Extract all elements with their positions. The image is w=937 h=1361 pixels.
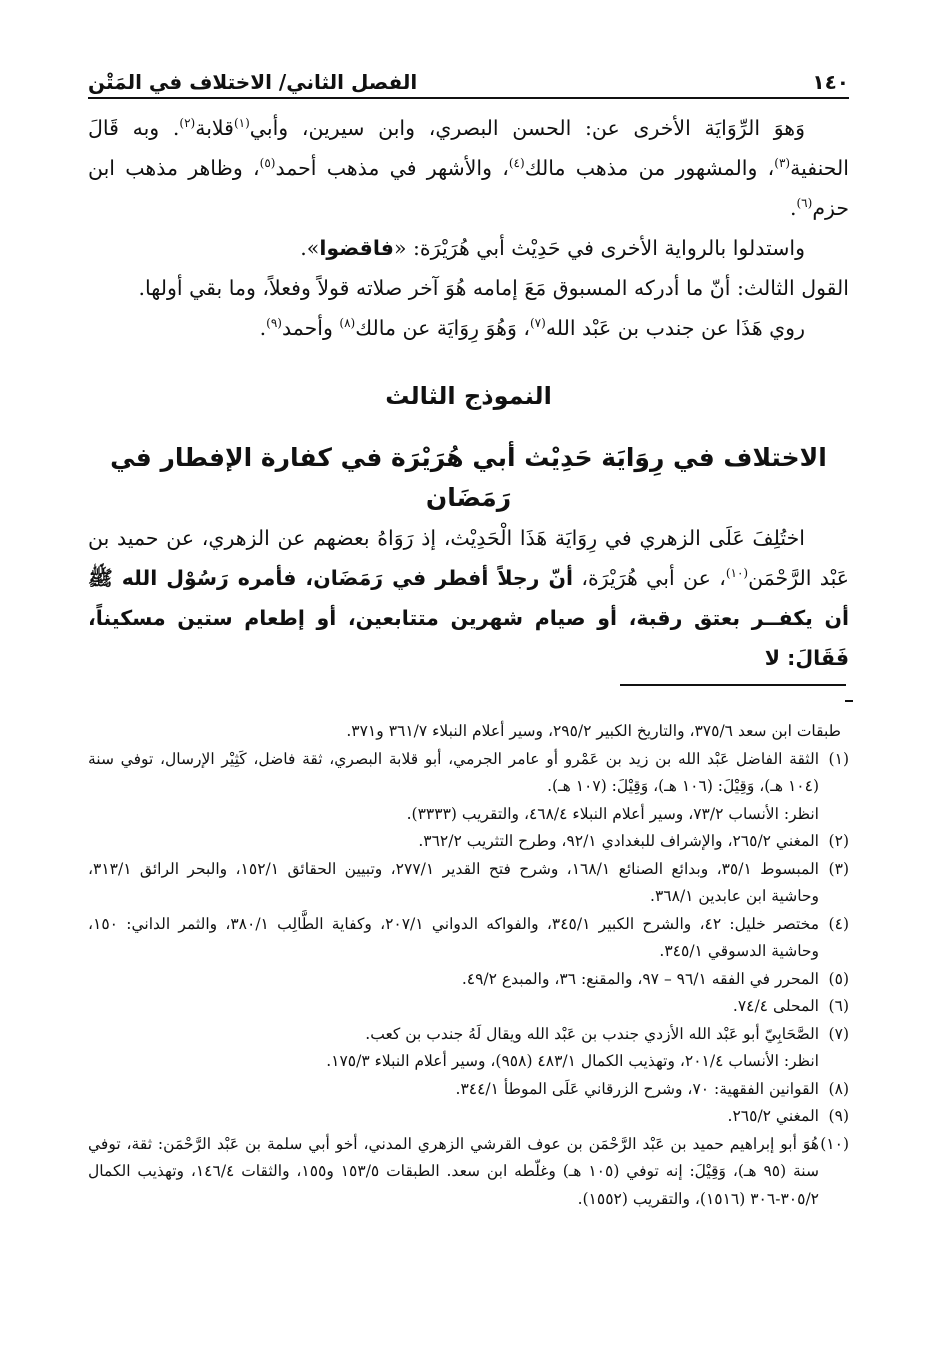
footnote-item xyxy=(88,856,849,911)
footnote-number: (٦) xyxy=(828,997,849,1015)
paragraph-1: وَهوَ الرِّوَايَة الأخرى عن: الحسن البصري، وابن سيرين، وأبي$^{(١)}$قلابة$^{(٢)}$. وبه قَالَ الحنفية$^{(٣)}$، والمشهور من مذهب مالك$^{(٤)}$، والأشهر في مذهب أحمد$^{(٥)}$، وظاهر مذهب ابن حزم$^{(٦)}$. xyxy=(88,116,849,220)
footnote-text xyxy=(88,1103,819,1131)
footnote-text xyxy=(88,1076,819,1104)
footnote-line: الصَّحَابِيّ أبو عَبْد الله الأزدي جندب بن عَبْد الله ويقال لَهُ جندب بن كعب. xyxy=(365,1024,819,1043)
page-number: ١٤٠ xyxy=(812,70,849,94)
header-rule xyxy=(88,97,849,99)
footnote-line: القوانين الفقهية: ٧٠، وشرح الزرقاني عَلَى الموطأ ٣٤٤/١. xyxy=(455,1079,819,1098)
footnote-text xyxy=(88,1021,819,1076)
footnote-line: انظر: الأنساب ٢٠١/٤، وتهذيب الكمال ٤٨٣/١ (٩٥٨)، وسير أعلام النبلاء ١٧٥/٣. xyxy=(326,1052,819,1070)
section-subheading: الاختلاف في رِوَايَة حَدِيْث أبي هُرَيْرَة في كفارة الإفطار في رَمَضَان xyxy=(110,443,827,512)
footnote-line: المغني ٢٦٥/٢، والإشراف للبغدادي ٩٢/١، وطرح التثريب ٣٦٢/٢. xyxy=(418,832,819,850)
footnote-text xyxy=(88,911,819,966)
footnote-item xyxy=(88,1021,849,1076)
footnote-line: انظر: الأنساب ٧٣/٢، وسير أعلام النبلاء ٤٦٨/٤، والتقريب (٣٣٣٣). xyxy=(406,804,819,823)
footnote-text xyxy=(88,828,819,856)
footnote-text xyxy=(88,993,819,1021)
paragraph-4: روي هَذَا عن جندب بن عَبْد الله$^{(٧)}$، وَهُوَ رِوَايَة عن مالك$^{(٨)}$ وأحمد$^{(٩)}$. xyxy=(259,316,805,340)
footnote-ref-7[interactable]: (٧) xyxy=(529,316,546,331)
footnote-continuation: طبقات ابن سعد ٣٧٥/٦، والتاريخ الكبير ٢٩٥/٢، وسير أعلام النبلاء ٣٦١/٧ و٣٧١. xyxy=(346,722,841,740)
footnote-continuation-mark xyxy=(845,700,853,702)
paragraph-5: اختُلِفَ عَلَى الزهري في رِوَايَة هَذَا الْحَدِيْث، إذ رَوَاهُ بعضهم عن الزهري، عن حميد بن عَبْد الرَّحْمَن$^{(١٠)}$، عن أبي هُرَيْرَة، أنّ رجلاً أفطر في رَمَضَان، فأمره رَسُوْل الله ﷺ أن يكفــر بعتق رقبة، أو صيام شهرين متتابعين، أو إطعام ستين مسكيناً، فَقَالَ: لا xyxy=(88,526,849,670)
footnote-text xyxy=(88,746,819,829)
footnotes xyxy=(88,718,849,1213)
footnote-number: (١) xyxy=(828,749,849,768)
footnote-ref-3[interactable]: (٣) xyxy=(774,156,791,171)
footnote-line: مختصر خليل: ٤٢، والشرح الكبير ٣٤٥/١، والفواكه الدواني ٢٠٧/١، وكفاية الطَّالِب ٣٨٠/١، والثمر الداني: ١٥٠، وحاشية الدسوقي ٣٤٥/١. xyxy=(88,914,819,960)
footnote-item xyxy=(88,993,849,1021)
footnote-line: المغني ٢٦٥/٢. xyxy=(727,1107,819,1125)
footnote-ref-10[interactable]: (١٠) xyxy=(725,566,749,581)
section-heading: النموذج الثالث xyxy=(385,382,552,410)
footnote-item xyxy=(88,911,849,966)
footnote-text xyxy=(88,856,819,911)
footnote-ref-5[interactable]: (٥) xyxy=(259,156,276,171)
footnote-item xyxy=(88,1076,849,1104)
footnote-item xyxy=(88,966,849,994)
footnote-item xyxy=(88,1131,849,1214)
main-text xyxy=(88,108,849,678)
footnote-line: هُوَ أبو إبراهيم حميد بن عَبْد الرَّحْمَن بن عوف القرشي الزهري المدني، أخو أبي سلمة بن عَبْد الرَّحْمَن: ثقة، توفي سنة (٩٥ هـ)، وَقِيْلَ: إنه توفي (١٠٥ هـ) وغلّطه ابن سعد. الطبقات ١٥٣/٥ و١٥٥، والثقات ١٤٦/٤، وتهذيب الكمال ٣٠٥/٢-٣٠٦ (١٥١٦)، والتقريب (١٥٥٢). xyxy=(88,1134,819,1208)
footnote-number: (٧) xyxy=(828,1024,849,1043)
footnote-ref-2[interactable]: (٢) xyxy=(179,116,196,131)
footnote-line: المحلى ٧٤/٤. xyxy=(732,997,819,1015)
footnote-ref-6[interactable]: (٦) xyxy=(796,196,813,211)
paragraph-2: واستدلوا بالرواية الأخرى في حَدِيْث أبي هُرَيْرَة: «فاقضوا». xyxy=(300,236,805,260)
footnote-item xyxy=(88,746,849,829)
footnote-line: المحرر في الفقه ٩٦/١ – ٩٧، والمقنع: ٣٦، والمبدع ٤٩/٢. xyxy=(461,969,819,988)
footnote-ref-1[interactable]: (١) xyxy=(233,116,250,131)
footnote-text xyxy=(88,1131,819,1214)
footnote-text xyxy=(88,966,819,994)
footnote-number: (٢) xyxy=(828,832,849,850)
footnote-number: (١٠) xyxy=(820,1134,849,1153)
footnote-ref-8[interactable]: (٨) xyxy=(339,316,356,331)
footnote-ref-4[interactable]: (٤) xyxy=(508,156,525,171)
footnote-number: (٨) xyxy=(828,1079,849,1098)
footnote-separator xyxy=(620,684,846,686)
running-title: الفصل الثاني/ الاختلاف في المَتْن xyxy=(88,70,418,94)
footnote-number: (٣) xyxy=(828,859,849,878)
footnote-ref-9[interactable]: (٩) xyxy=(266,316,282,331)
footnote-number: (٥) xyxy=(828,969,849,988)
footnote-number: (٩) xyxy=(828,1107,849,1125)
footnote-line: المبسوط ٣٥/١، وبدائع الصنائع ١٦٨/١، وشرح فتح القدير ٢٧٧/١، وتبيين الحقائق ١٥٢/١، والبحر الرائق ٣١٣/١، وحاشية ابن عابدين ٣٦٨/١. xyxy=(88,859,819,905)
quoted-word: فاقضوا xyxy=(319,236,394,260)
paragraph-3: القول الثالث: أنّ ما أدركه المسبوق مَعَ إمامه هُوَ آخر صلاته قولاً وفعلاً، وما بقي أولها. xyxy=(138,276,849,300)
hadith-text: أنّ رجلاً أفطر في رَمَضَان، فأمره رَسُوْل الله ﷺ أن يكفــر بعتق رقبة، أو صيام شهرين متتابعين، أو إطعام ستين مسكيناً، فَقَالَ: لا xyxy=(88,566,849,670)
page-header xyxy=(88,60,849,94)
footnote-item xyxy=(88,1103,849,1131)
footnote-number: (٤) xyxy=(828,914,849,933)
footnote-line: الثقة الفاضل عَبْد الله بن زيد بن عَمْرو أو عامر الجرمي، أبو قلابة البصري، ثقة فاضل، كَثِيْر الإرسال، توفي سنة (١٠٤ هـ)، وَقِيْلَ: (١٠٦ هـ)، وَقِيْلَ: (١٠٧ هـ). xyxy=(88,749,819,795)
footnote-item xyxy=(88,828,849,856)
footnote-list xyxy=(88,746,849,1214)
